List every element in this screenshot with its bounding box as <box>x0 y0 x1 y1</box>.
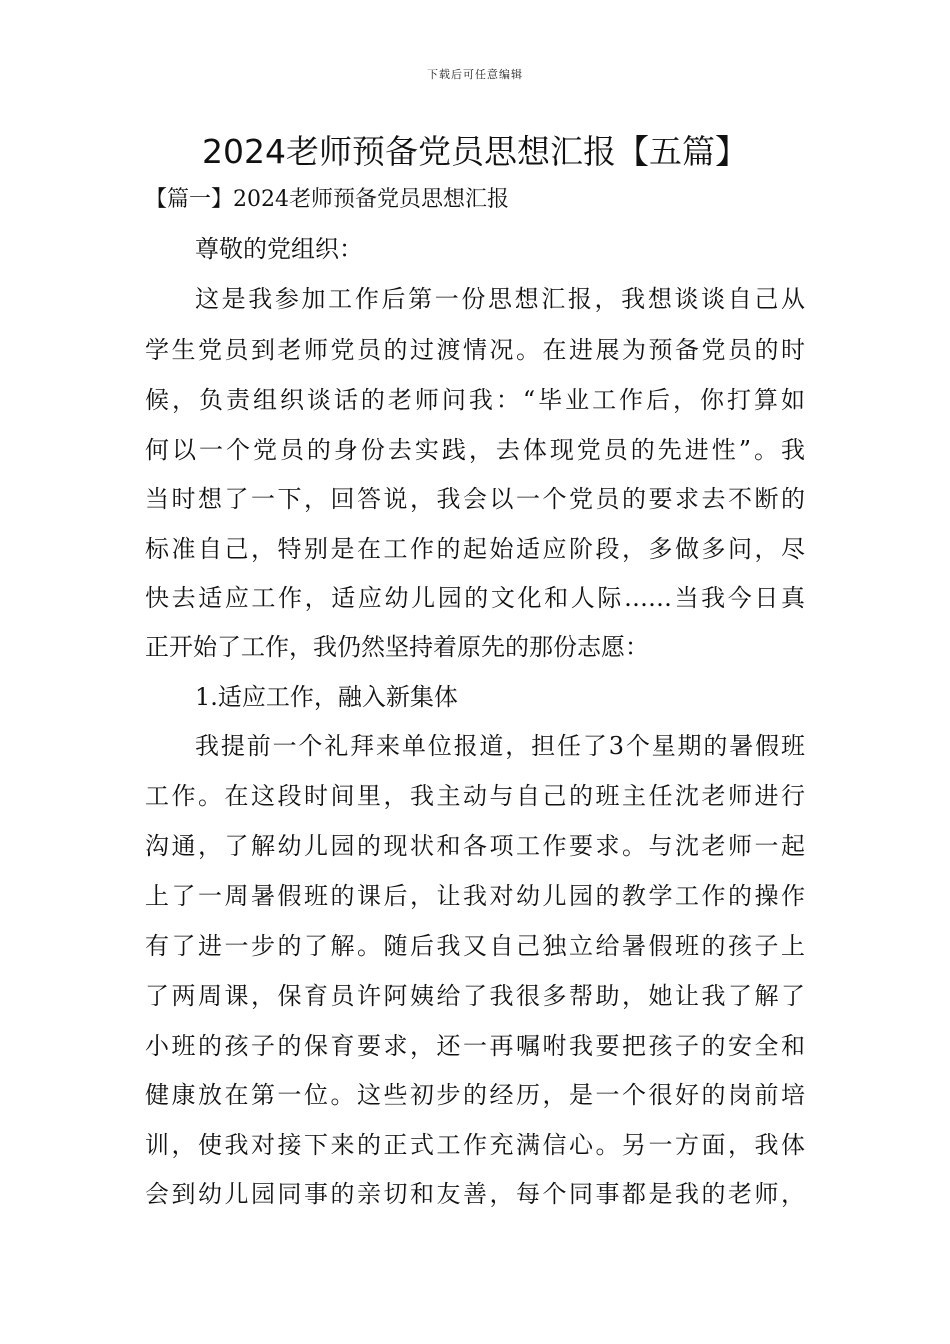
paragraph-line: 上了一周暑假班的课后，让我对幼儿园的教学工作的操作 <box>145 882 805 910</box>
paragraph-line: 会到幼儿园同事的亲切和友善，每个同事都是我的老师， <box>145 1180 805 1208</box>
paragraph-line: 沟通，了解幼儿园的现状和各项工作要求。与沈老师一起 <box>145 832 805 860</box>
paragraph-line: 何以一个党员的身份去实践，去体现党员的先进性”。我 <box>145 436 805 464</box>
paragraph-line: 健康放在第一位。这些初步的经历，是一个很好的岗前培 <box>145 1081 805 1109</box>
paragraph-line: 有了进一步的了解。随后我又自己独立给暑假班的孩子上 <box>145 932 805 960</box>
paragraph-line: 学生党员到老师党员的过渡情况。在进展为预备党员的时 <box>145 336 805 364</box>
paragraph-line: 标准自己，特别是在工作的起始适应阶段，多做多问，尽 <box>145 535 805 563</box>
paragraph-line: 了两周课，保育员许阿姨给了我很多帮助，她让我了解了 <box>145 982 805 1010</box>
paragraph-line: 当时想了一下，回答说，我会以一个党员的要求去不断的 <box>145 485 805 513</box>
paragraph-line: 这是我参加工作后第一份思想汇报，我想谈谈自己从 <box>195 285 805 313</box>
paragraph-line: 工作。在这段时间里，我主动与自己的班主任沈老师进行 <box>145 782 805 810</box>
salutation: 尊敬的党组织： <box>195 235 363 263</box>
paragraph-line: 快去适应工作，适应幼儿园的文化和人际……当我今日真 <box>145 584 805 612</box>
paragraph-line: 小班的孩子的保育要求，还一再嘱咐我要把孩子的安全和 <box>145 1032 805 1060</box>
paragraph-line: 我提前一个礼拜来单位报道，担任了3个星期的暑假班 <box>195 732 805 760</box>
paragraph-line: 训，使我对接下来的正式工作充满信心。另一方面，我体 <box>145 1131 805 1159</box>
header-note: 下载后可任意编辑 <box>427 68 523 81</box>
section-heading: 【篇一】2024老师预备党员思想汇报 <box>145 187 509 212</box>
paragraph-line: 正开始了工作，我仍然坚持着原先的那份志愿： <box>145 633 649 661</box>
document-title: 2024老师预备党员思想汇报【五篇】 <box>202 132 748 171</box>
subheading: 1.适应工作，融入新集体 <box>195 683 458 711</box>
paragraph-line: 候，负责组织谈话的老师问我：“毕业工作后，你打算如 <box>145 386 805 414</box>
